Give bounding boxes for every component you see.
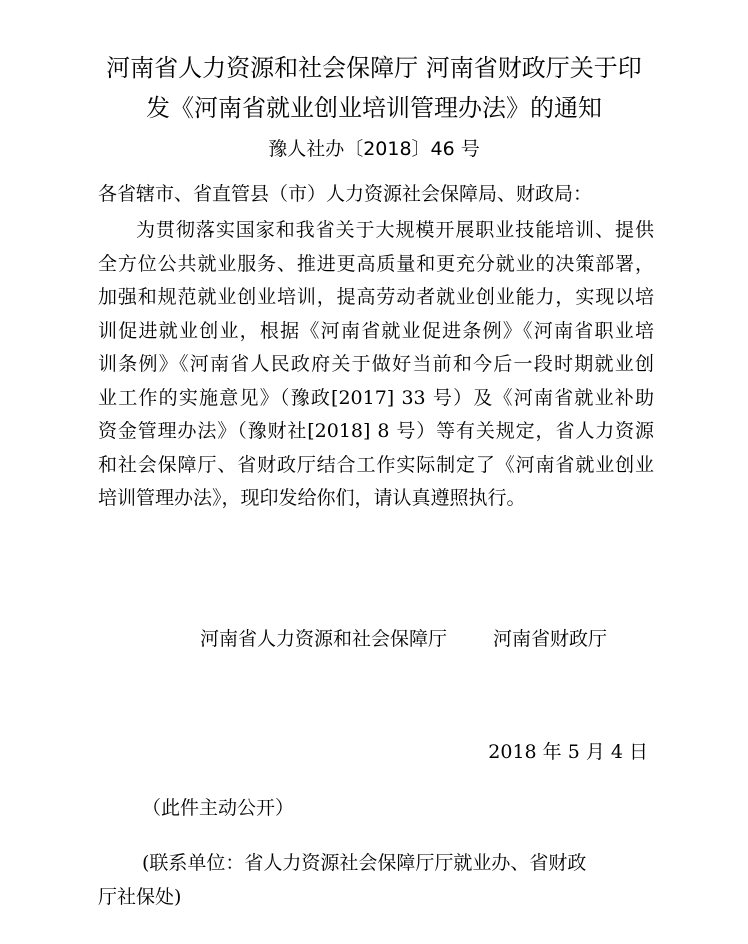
body-line: 为贯彻落实国家和我省关于大规模开展职业技能培训、提供 [136, 219, 654, 241]
body-line: 和社会保障厅、省财政厅结合工作实际制定了《河南省就业创业 [98, 453, 654, 476]
contact-line: (联系单位：省人力资源社会保障厅厅就业办、省财政 [142, 852, 587, 874]
signature-org-hrss: 河南省人力资源和社会保障厅 [200, 628, 448, 650]
body-paragraph [98, 214, 654, 516]
issue-date: 2018 年 5 月 4 日 [488, 741, 648, 763]
contact-line: 厅社保处) [98, 886, 182, 908]
addressee: 各省辖市、省直管县（市）人力资源社会保障局、财政局： [98, 183, 593, 205]
body-line: 培训管理办法》，现印发给你们，请认真遵照执行。 [98, 487, 526, 509]
public-disclosure-note: （此件主动公开） [142, 797, 295, 819]
document-title-line-2: 发《河南省就业创业培训管理办法》的通知 [146, 94, 602, 122]
document-number: 豫人社办〔2018〕46 号 [268, 138, 480, 160]
signature-org-finance: 河南省财政厅 [493, 628, 608, 650]
body-line: 训促进就业创业，根据《河南省就业促进条例》《河南省职业培 [98, 319, 654, 342]
body-line: 业工作的实施意见》（豫政[2017] 33 号）及《河南省就业补助 [98, 386, 654, 409]
body-line: 资金管理办法》（豫财社[2018] 8 号）等有关规定，省人力资源 [98, 420, 654, 442]
document-title-line-1: 河南省人力资源和社会保障厅 河南省财政厅关于印 [106, 54, 642, 82]
body-line: 全方位公共就业服务、推进更高质量和更充分就业的决策部署， [98, 252, 654, 275]
body-line: 训条例》《河南省人民政府关于做好当前和今后一段时期就业创 [98, 353, 654, 375]
body-line: 加强和规范就业创业培训，提高劳动者就业创业能力，实现以培 [98, 286, 654, 308]
contact-note [98, 846, 654, 914]
signature-block [200, 625, 650, 653]
